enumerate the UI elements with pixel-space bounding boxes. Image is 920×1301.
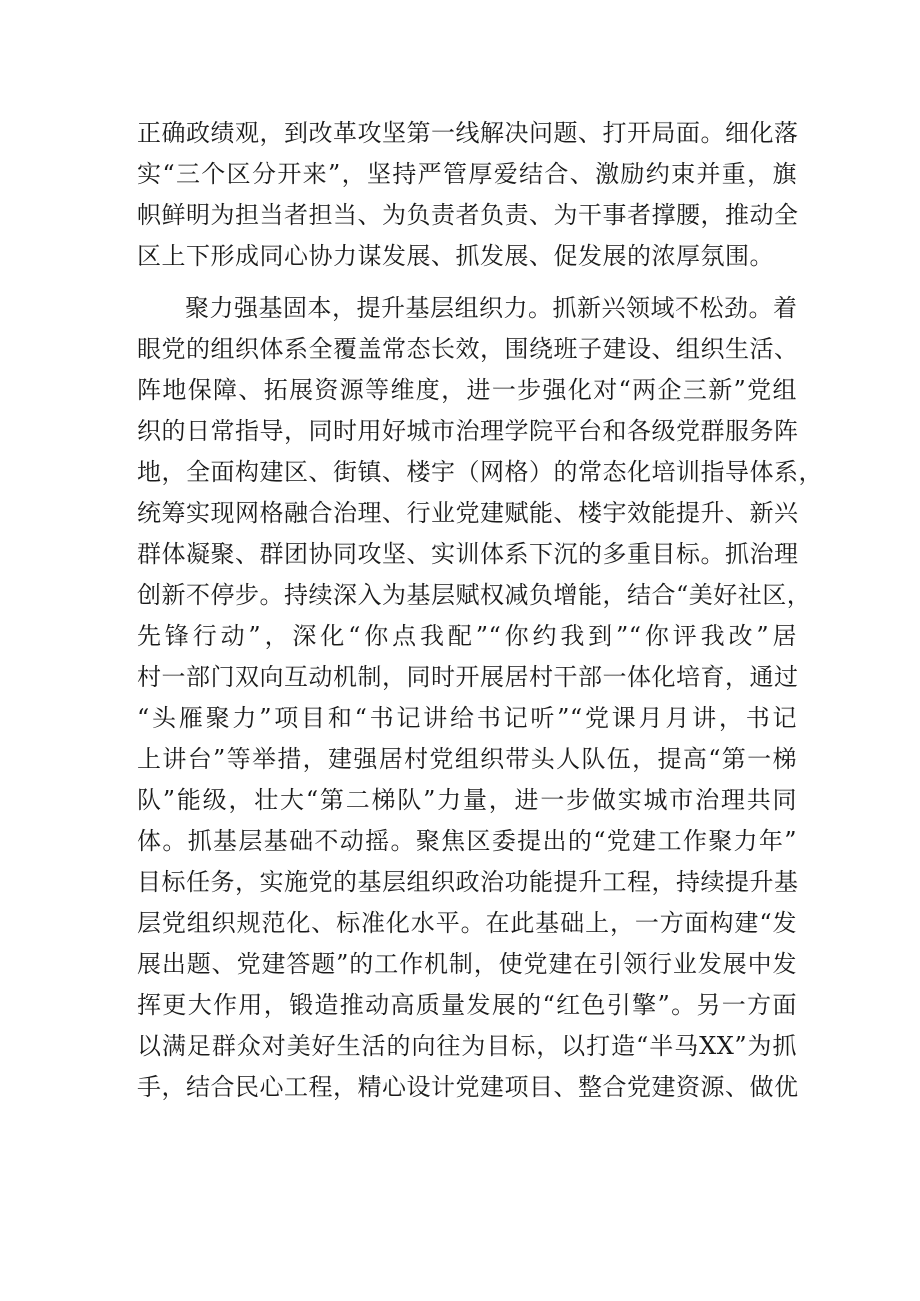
text-line: 眼党的组织体系全覆盖常态长效，围绕班子建设、组织生活、 — [137, 335, 799, 363]
text-line: 挥更大作用，锻造推动高质量发展的“红色引擎”。另一方面 — [137, 991, 797, 1019]
text-line: 区上下形成同心协力谋发展、抓发展、促发展的浓厚氛围。 — [137, 242, 774, 270]
text-line: 实“三个区分开来”，坚持严管厚爱结合、激励约束并重，旗 — [137, 160, 797, 188]
text-line: 展出题、党建答题”的工作机制，使党建在引领行业发展中发 — [137, 950, 797, 978]
text-line: 群体凝聚、群团协同攻坚、实训体系下沉的多重目标。抓治理 — [137, 540, 799, 568]
text-line: 村一部门双向互动机制，同时开展居村干部一体化培育，通过 — [137, 663, 799, 691]
text-line: 上讲台”等举措，建强居村党组织带头人队伍，提高“第一梯 — [137, 745, 797, 773]
paragraph-2 — [137, 288, 823, 1108]
text-line: 目标任务，实施党的基层组织政治功能提升工程，持续提升基 — [137, 868, 799, 896]
text-line: “头雁聚力”项目和“书记讲给书记听”“党课月月讲，书记 — [137, 704, 797, 732]
text-line: 统筹实现网格融合治理、行业党建赋能、楼宇效能提升、新兴 — [137, 499, 799, 527]
text-line: 以满足群众对美好生活的向往为目标，以打造“半马XX”为抓 — [137, 1032, 797, 1060]
text-line: 织的日常指导，同时用好城市治理学院平台和各级党群服务阵 — [137, 417, 799, 445]
text-line: 正确政绩观，到改革攻坚第一线解决问题、打开局面。细化落 — [137, 119, 799, 147]
document-body — [137, 113, 823, 1108]
text-line: 体。抓基层基础不动摇。聚焦区委提出的“党建工作聚力年” — [137, 827, 797, 855]
text-line: 队”能级，壮大“第二梯队”力量，进一步做实城市治理共同 — [137, 786, 797, 814]
text-line: 帜鲜明为担当者担当、为负责者负责、为干事者撑腰，推动全 — [137, 201, 799, 229]
text-line: 创新不停步。持续深入为基层赋权减负增能，结合“美好社区， — [137, 581, 812, 609]
paragraph-1 — [137, 113, 797, 277]
text-line: 地，全面构建区、街镇、楼宇（网格）的常态化培训指导体系， — [137, 458, 823, 486]
text-line: 先锋行动”，深化“你点我配”“你约我到”“你评我改”居 — [137, 622, 797, 650]
text-line: 层党组织规范化、标准化水平。在此基础上，一方面构建“发 — [137, 909, 797, 937]
text-line: 聚力强基固本，提升基层组织力。抓新兴领域不松劲。着 — [185, 294, 798, 322]
text-line: 手，结合民心工程，精心设计党建项目、整合党建资源、做优 — [137, 1073, 799, 1101]
text-line: 阵地保障、拓展资源等维度，进一步强化对“两企三新”党组 — [137, 376, 797, 404]
paragraph-gap — [137, 277, 797, 288]
